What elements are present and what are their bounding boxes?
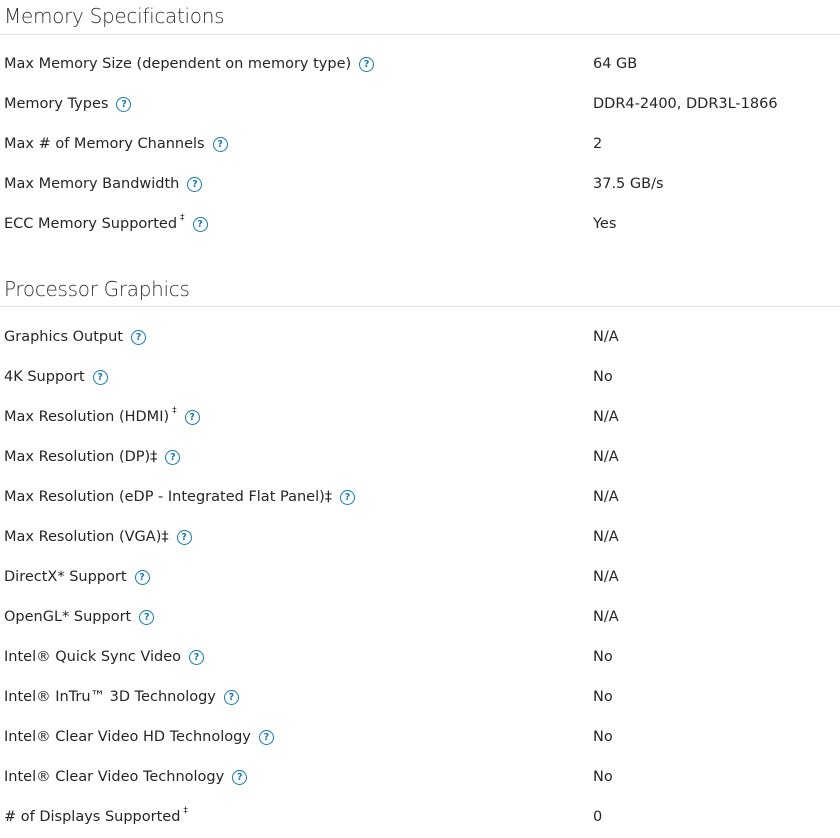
question-circle-icon[interactable]: ? [359,57,374,72]
spec-label [4,44,374,84]
spec-label-text: Max Resolution (VGA)‡ [4,529,169,545]
spec-value: 0 [593,809,603,825]
section-divider [0,34,840,35]
question-circle-icon[interactable]: ? [259,730,274,745]
spec-label [4,204,208,244]
spec-label [4,557,150,597]
spec-label [4,124,228,164]
spec-label-text: DirectX* Support [4,569,127,585]
spec-value: N/A [593,489,619,505]
spec-row [0,757,840,797]
spec-label-text: Intel® Quick Sync Video [4,649,182,665]
spec-value: N/A [593,409,619,425]
spec-label-text: Intel® Clear Video Technology [4,769,225,785]
spec-label-text: Max Memory Size (dependent on memory type) [4,56,352,72]
spec-value: N/A [593,329,619,345]
spec-label [4,597,154,637]
spec-label-text: 4K Support [4,369,85,385]
question-circle-icon[interactable]: ? [187,177,202,192]
spec-value: No [593,369,613,385]
spec-label-text: Max Memory Bandwidth [4,176,180,192]
section-divider [0,306,840,307]
spec-label [4,357,108,397]
spec-value: No [593,769,613,785]
spec-label [4,84,131,124]
spec-label [4,317,146,357]
question-circle-icon[interactable]: ? [224,690,239,705]
spec-value: N/A [593,529,619,545]
spec-label [4,797,188,837]
spec-value: No [593,649,613,665]
spec-row [0,557,840,597]
spec-label-text: ECC Memory Supported [4,216,178,232]
spec-row [0,517,840,557]
spec-label-text: # of Displays Supported [4,809,181,825]
spec-row [0,204,840,244]
question-circle-icon[interactable]: ? [93,370,108,385]
spec-row [0,717,840,757]
spec-value: 2 [593,136,603,152]
spec-row [0,124,840,164]
question-circle-icon[interactable]: ? [165,450,180,465]
spec-label-text: Max Resolution (HDMI) [4,409,170,425]
spec-label-text: Intel® Clear Video HD Technology [4,729,251,745]
spec-label-text: Max Resolution (DP)‡ [4,449,158,465]
footnote-dagger: ‡ [183,806,188,816]
spec-row [0,357,840,397]
spec-label [4,677,239,717]
spec-row [0,677,840,717]
spec-label-text: Graphics Output [4,329,124,345]
spec-label-text: Intel® InTru™ 3D Technology [4,689,216,705]
question-circle-icon[interactable]: ? [139,610,154,625]
spec-row [0,84,840,124]
spec-label-text: Max Resolution (eDP - Integrated Flat Panel)‡ [4,489,333,505]
spec-row [0,44,840,84]
spec-value: No [593,689,613,705]
question-circle-icon[interactable]: ? [177,530,192,545]
section-title: Processor Graphics [4,277,190,301]
footnote-dagger: ‡ [180,213,185,223]
section-title: Memory Specifications [4,4,225,28]
spec-label [4,477,355,517]
spec-value: N/A [593,449,619,465]
question-circle-icon[interactable]: ? [185,410,200,425]
question-circle-icon[interactable]: ? [232,770,247,785]
question-circle-icon[interactable]: ? [213,137,228,152]
spec-value: N/A [593,569,619,585]
spec-label [4,637,204,677]
spec-value: N/A [593,609,619,625]
spec-label [4,717,274,757]
question-circle-icon[interactable]: ? [116,97,131,112]
spec-value: 64 GB [593,56,638,72]
spec-value: No [593,729,613,745]
spec-row [0,637,840,677]
spec-row [0,164,840,204]
spec-label-text: OpenGL* Support [4,609,132,625]
spec-row [0,797,840,837]
spec-label [4,437,180,477]
spec-row [0,597,840,637]
spec-value: DDR4-2400, DDR3L-1866 [593,96,778,112]
spec-label [4,757,247,797]
spec-row [0,317,840,357]
footnote-dagger: ‡ [172,406,177,416]
spec-label [4,164,202,204]
spec-label [4,517,192,557]
spec-row [0,397,840,437]
spec-row [0,477,840,517]
spec-row [0,437,840,477]
question-circle-icon[interactable]: ? [340,490,355,505]
spec-value: Yes [593,216,617,232]
question-circle-icon[interactable]: ? [189,650,204,665]
question-circle-icon[interactable]: ? [193,217,208,232]
question-circle-icon[interactable]: ? [131,330,146,345]
spec-label-text: Max # of Memory Channels [4,136,205,152]
spec-label-text: Memory Types [4,96,109,112]
question-circle-icon[interactable]: ? [135,570,150,585]
spec-value: 37.5 GB/s [593,176,664,192]
spec-label [4,397,200,437]
